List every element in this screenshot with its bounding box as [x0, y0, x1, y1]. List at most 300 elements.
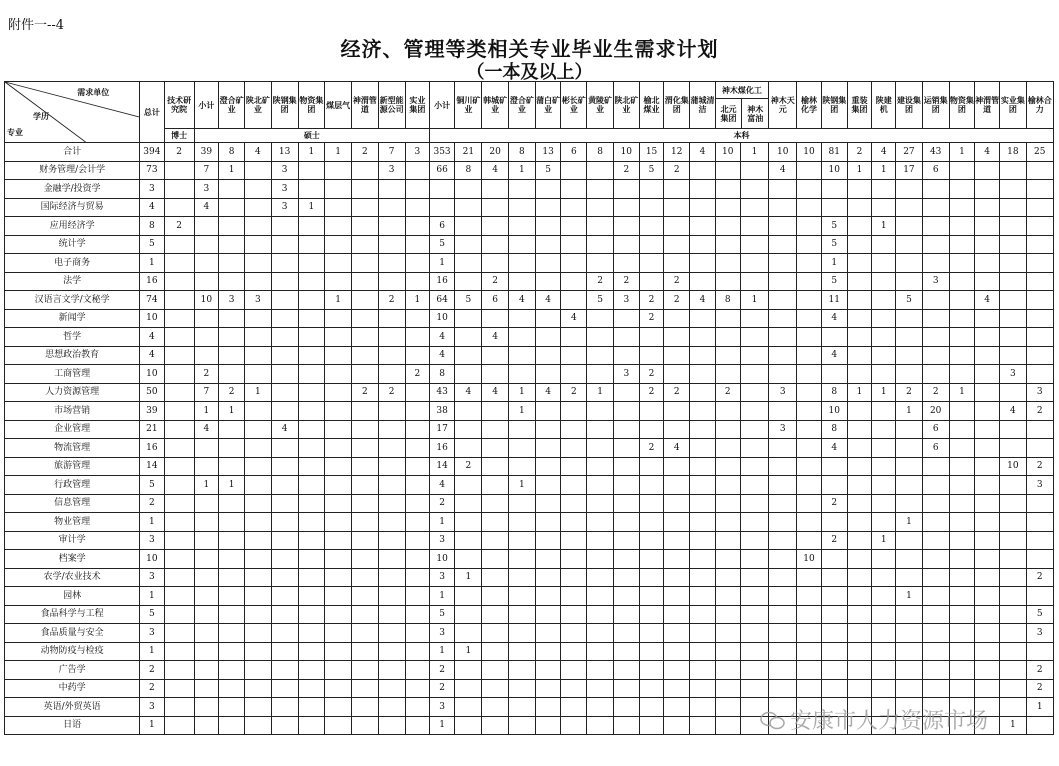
- value-cell: [690, 420, 715, 439]
- value-cell: [378, 624, 405, 643]
- column-header: 重装集团: [847, 82, 871, 129]
- value-cell: [872, 346, 896, 365]
- value-cell: [194, 568, 218, 587]
- value-cell: [715, 513, 740, 532]
- value-cell: [455, 217, 482, 236]
- value-cell: 4: [664, 439, 690, 458]
- value-cell: [740, 494, 768, 513]
- column-header: 蒲白矿业: [535, 82, 560, 129]
- value-cell: [639, 420, 663, 439]
- value-cell: [690, 272, 715, 291]
- value-cell: [245, 346, 271, 365]
- value-cell: 3: [194, 180, 218, 199]
- value-cell: [164, 420, 194, 439]
- value-cell: [922, 291, 949, 310]
- value-cell: 21: [140, 420, 164, 439]
- value-cell: [378, 550, 405, 569]
- value-cell: [325, 642, 352, 661]
- value-cell: [872, 402, 896, 421]
- value-cell: [1000, 476, 1026, 495]
- value-cell: [535, 679, 560, 698]
- value-cell: [561, 217, 587, 236]
- value-cell: [271, 531, 298, 550]
- value-cell: [639, 457, 663, 476]
- value-cell: [975, 661, 1000, 680]
- value-cell: [690, 383, 715, 402]
- table-row: [5, 605, 1054, 624]
- value-cell: 15: [639, 143, 663, 162]
- value-cell: [949, 217, 974, 236]
- value-cell: [797, 513, 821, 532]
- value-cell: [405, 439, 429, 458]
- value-cell: 1: [508, 161, 535, 180]
- value-cell: 2: [847, 143, 871, 162]
- value-cell: [587, 698, 613, 717]
- value-cell: 74: [140, 291, 164, 310]
- value-cell: 3: [140, 180, 164, 199]
- major-cell: 英语/外贸英语: [5, 698, 140, 717]
- value-cell: 13: [535, 143, 560, 162]
- value-cell: 1: [949, 383, 974, 402]
- value-cell: 4: [194, 198, 218, 217]
- value-cell: [664, 309, 690, 328]
- value-cell: 1: [219, 161, 245, 180]
- value-cell: [378, 420, 405, 439]
- value-cell: [561, 439, 587, 458]
- value-cell: [949, 254, 974, 273]
- value-cell: [975, 420, 1000, 439]
- value-cell: [271, 568, 298, 587]
- table-row: [5, 143, 1054, 162]
- value-cell: [1000, 531, 1026, 550]
- value-cell: [740, 254, 768, 273]
- value-cell: [508, 217, 535, 236]
- value-cell: [847, 328, 871, 347]
- value-cell: [352, 568, 378, 587]
- value-cell: [949, 531, 974, 550]
- value-cell: [405, 624, 429, 643]
- value-cell: [872, 439, 896, 458]
- value-cell: [1026, 217, 1053, 236]
- value-cell: [664, 605, 690, 624]
- value-cell: [847, 272, 871, 291]
- wechat-icon: [760, 711, 786, 731]
- value-cell: 50: [140, 383, 164, 402]
- value-cell: [690, 624, 715, 643]
- value-cell: 1: [1000, 716, 1026, 735]
- value-cell: [352, 365, 378, 384]
- value-cell: [352, 587, 378, 606]
- column-header: 陕北矿业: [613, 82, 639, 129]
- value-cell: [922, 309, 949, 328]
- value-cell: [561, 642, 587, 661]
- value-cell: [561, 568, 587, 587]
- column-header: 黄陵矿业: [587, 82, 613, 129]
- value-cell: [769, 513, 797, 532]
- value-cell: [561, 291, 587, 310]
- degree-phd: 博士: [164, 129, 194, 143]
- value-cell: [922, 568, 949, 587]
- table-row: [5, 513, 1054, 532]
- table-row: [5, 624, 1054, 643]
- value-cell: 4: [140, 198, 164, 217]
- column-header: 渭化集团: [664, 82, 690, 129]
- value-cell: [715, 457, 740, 476]
- value-cell: [298, 494, 324, 513]
- value-cell: [797, 272, 821, 291]
- value-cell: [949, 587, 974, 606]
- value-cell: [482, 180, 508, 199]
- major-cell: 物流管理: [5, 439, 140, 458]
- value-cell: 25: [1026, 143, 1053, 162]
- value-cell: [639, 513, 663, 532]
- attachment-label: 附件一--4: [8, 18, 65, 33]
- value-cell: [245, 439, 271, 458]
- value-cell: 14: [429, 457, 454, 476]
- column-header: 北元集团: [716, 99, 743, 128]
- value-cell: [613, 605, 639, 624]
- value-cell: [1026, 716, 1053, 735]
- value-cell: 5: [639, 161, 663, 180]
- value-cell: [1026, 642, 1053, 661]
- value-cell: 1: [821, 254, 847, 273]
- value-cell: [194, 457, 218, 476]
- value-cell: [298, 402, 324, 421]
- value-cell: [715, 439, 740, 458]
- corner-header-cell: [5, 82, 140, 143]
- value-cell: [535, 420, 560, 439]
- major-cell: 国际经济与贸易: [5, 198, 140, 217]
- value-cell: 1: [429, 254, 454, 273]
- value-cell: [949, 494, 974, 513]
- value-cell: 6: [429, 217, 454, 236]
- value-cell: [455, 365, 482, 384]
- value-cell: [219, 661, 245, 680]
- major-cell: 法学: [5, 272, 140, 291]
- value-cell: 6: [922, 161, 949, 180]
- value-cell: [508, 531, 535, 550]
- value-cell: 2: [664, 291, 690, 310]
- table-row: [5, 679, 1054, 698]
- value-cell: [378, 587, 405, 606]
- value-cell: [561, 587, 587, 606]
- value-cell: [271, 346, 298, 365]
- value-cell: [896, 198, 922, 217]
- value-cell: [872, 679, 896, 698]
- major-cell: 园林: [5, 587, 140, 606]
- value-cell: [922, 365, 949, 384]
- value-cell: [690, 439, 715, 458]
- value-cell: [298, 235, 324, 254]
- value-cell: [219, 198, 245, 217]
- value-cell: [664, 420, 690, 439]
- table-row: [5, 272, 1054, 291]
- table-row: [5, 439, 1054, 458]
- value-cell: 4: [561, 309, 587, 328]
- major-cell: 食品科学与工程: [5, 605, 140, 624]
- value-cell: [715, 679, 740, 698]
- value-cell: [219, 568, 245, 587]
- value-cell: 3: [140, 698, 164, 717]
- value-cell: [847, 457, 871, 476]
- value-cell: 4: [690, 143, 715, 162]
- value-cell: [613, 235, 639, 254]
- value-cell: [508, 513, 535, 532]
- value-cell: [164, 161, 194, 180]
- value-cell: [455, 494, 482, 513]
- value-cell: 1: [140, 642, 164, 661]
- value-cell: [482, 439, 508, 458]
- value-cell: [740, 642, 768, 661]
- value-cell: 4: [140, 328, 164, 347]
- value-cell: [690, 568, 715, 587]
- value-cell: [561, 513, 587, 532]
- value-cell: [715, 309, 740, 328]
- value-cell: [740, 235, 768, 254]
- value-cell: [271, 272, 298, 291]
- value-cell: [587, 642, 613, 661]
- value-cell: [847, 642, 871, 661]
- value-cell: [1026, 180, 1053, 199]
- value-cell: [1000, 272, 1026, 291]
- value-cell: [325, 346, 352, 365]
- value-cell: [821, 328, 847, 347]
- value-cell: [164, 439, 194, 458]
- value-cell: [219, 439, 245, 458]
- value-cell: [455, 661, 482, 680]
- value-cell: [690, 161, 715, 180]
- value-cell: 8: [140, 217, 164, 236]
- value-cell: [455, 272, 482, 291]
- value-cell: [797, 198, 821, 217]
- value-cell: 1: [325, 291, 352, 310]
- value-cell: [821, 661, 847, 680]
- demand-table: [4, 81, 1054, 735]
- value-cell: [194, 272, 218, 291]
- value-cell: [639, 679, 663, 698]
- value-cell: 10: [715, 143, 740, 162]
- value-cell: 3: [271, 198, 298, 217]
- value-cell: [455, 624, 482, 643]
- value-cell: [847, 291, 871, 310]
- value-cell: [325, 161, 352, 180]
- value-cell: [245, 309, 271, 328]
- value-cell: [271, 587, 298, 606]
- value-cell: [561, 365, 587, 384]
- value-cell: [975, 513, 1000, 532]
- value-cell: [245, 272, 271, 291]
- value-cell: [405, 161, 429, 180]
- value-cell: [872, 624, 896, 643]
- value-cell: [690, 254, 715, 273]
- value-cell: [405, 217, 429, 236]
- value-cell: [482, 605, 508, 624]
- value-cell: [690, 402, 715, 421]
- value-cell: [1026, 587, 1053, 606]
- value-cell: [219, 587, 245, 606]
- value-cell: [219, 716, 245, 735]
- value-cell: 1: [219, 402, 245, 421]
- value-cell: [949, 365, 974, 384]
- value-cell: [405, 420, 429, 439]
- value-cell: [1026, 254, 1053, 273]
- value-cell: 38: [429, 402, 454, 421]
- value-cell: [245, 642, 271, 661]
- value-cell: [535, 457, 560, 476]
- value-cell: [561, 624, 587, 643]
- value-cell: [352, 309, 378, 328]
- value-cell: [298, 698, 324, 717]
- value-cell: 5: [896, 291, 922, 310]
- value-cell: [975, 180, 1000, 199]
- value-cell: [271, 254, 298, 273]
- value-cell: 7: [378, 143, 405, 162]
- value-cell: [245, 624, 271, 643]
- value-cell: [245, 661, 271, 680]
- value-cell: 10: [429, 550, 454, 569]
- value-cell: 1: [429, 587, 454, 606]
- value-cell: 10: [140, 550, 164, 569]
- value-cell: [949, 161, 974, 180]
- value-cell: [164, 476, 194, 495]
- value-cell: [587, 550, 613, 569]
- value-cell: [847, 309, 871, 328]
- value-cell: [194, 661, 218, 680]
- value-cell: [482, 254, 508, 273]
- value-cell: [1026, 494, 1053, 513]
- value-cell: [975, 457, 1000, 476]
- value-cell: [664, 568, 690, 587]
- column-header: 实业集团: [1000, 82, 1026, 129]
- value-cell: [847, 550, 871, 569]
- value-cell: [535, 402, 560, 421]
- value-cell: [587, 365, 613, 384]
- value-cell: [482, 642, 508, 661]
- value-cell: 27: [896, 143, 922, 162]
- value-cell: 1: [508, 476, 535, 495]
- value-cell: 1: [872, 383, 896, 402]
- value-cell: [405, 328, 429, 347]
- value-cell: [405, 661, 429, 680]
- value-cell: [164, 402, 194, 421]
- value-cell: [587, 254, 613, 273]
- value-cell: [664, 661, 690, 680]
- value-cell: [508, 198, 535, 217]
- value-cell: [740, 272, 768, 291]
- value-cell: 1: [140, 716, 164, 735]
- value-cell: 394: [140, 143, 164, 162]
- value-cell: 2: [164, 217, 194, 236]
- value-cell: [664, 235, 690, 254]
- value-cell: [508, 716, 535, 735]
- value-cell: [949, 624, 974, 643]
- value-cell: 7: [194, 161, 218, 180]
- value-cell: [1026, 309, 1053, 328]
- value-cell: [194, 254, 218, 273]
- value-cell: [896, 661, 922, 680]
- value-cell: [325, 679, 352, 698]
- value-cell: [378, 661, 405, 680]
- value-cell: [740, 198, 768, 217]
- value-cell: [271, 550, 298, 569]
- value-cell: 2: [922, 383, 949, 402]
- value-cell: [896, 309, 922, 328]
- value-cell: [664, 402, 690, 421]
- value-cell: [325, 180, 352, 199]
- value-cell: [325, 513, 352, 532]
- value-cell: [769, 291, 797, 310]
- major-cell: 信息管理: [5, 494, 140, 513]
- value-cell: [245, 476, 271, 495]
- value-cell: 10: [1000, 457, 1026, 476]
- value-cell: [715, 180, 740, 199]
- value-cell: [535, 328, 560, 347]
- value-cell: 1: [298, 143, 324, 162]
- value-cell: [690, 550, 715, 569]
- value-cell: [639, 198, 663, 217]
- value-cell: [325, 624, 352, 643]
- value-cell: [613, 180, 639, 199]
- value-cell: 4: [482, 328, 508, 347]
- value-cell: [872, 198, 896, 217]
- value-cell: [613, 328, 639, 347]
- value-cell: [797, 309, 821, 328]
- value-cell: [613, 494, 639, 513]
- value-cell: [219, 272, 245, 291]
- value-cell: [587, 624, 613, 643]
- value-cell: 2: [896, 383, 922, 402]
- major-cell: 合计: [5, 143, 140, 162]
- value-cell: [821, 587, 847, 606]
- value-cell: [271, 476, 298, 495]
- group-header-shenmu: [715, 82, 769, 129]
- value-cell: 5: [1026, 605, 1053, 624]
- value-cell: 3: [271, 180, 298, 199]
- value-cell: [896, 328, 922, 347]
- value-cell: [535, 642, 560, 661]
- value-cell: 1: [872, 161, 896, 180]
- value-cell: [378, 346, 405, 365]
- value-cell: [561, 698, 587, 717]
- value-cell: [378, 494, 405, 513]
- value-cell: [740, 550, 768, 569]
- value-cell: [872, 494, 896, 513]
- value-cell: 4: [140, 346, 164, 365]
- value-cell: [690, 494, 715, 513]
- value-cell: [535, 605, 560, 624]
- value-cell: 3: [140, 624, 164, 643]
- value-cell: 5: [535, 161, 560, 180]
- table-row: [5, 587, 1054, 606]
- value-cell: [872, 587, 896, 606]
- value-cell: [352, 513, 378, 532]
- value-cell: [245, 161, 271, 180]
- value-cell: [847, 439, 871, 458]
- value-cell: [1000, 513, 1026, 532]
- value-cell: 8: [429, 365, 454, 384]
- major-cell: 食品质量与安全: [5, 624, 140, 643]
- value-cell: 4: [872, 143, 896, 162]
- major-cell: 审计学: [5, 531, 140, 550]
- value-cell: 2: [429, 679, 454, 698]
- value-cell: [715, 272, 740, 291]
- value-cell: [613, 254, 639, 273]
- value-cell: [164, 254, 194, 273]
- value-cell: 10: [194, 291, 218, 310]
- value-cell: 353: [429, 143, 454, 162]
- value-cell: [740, 531, 768, 550]
- value-cell: [535, 494, 560, 513]
